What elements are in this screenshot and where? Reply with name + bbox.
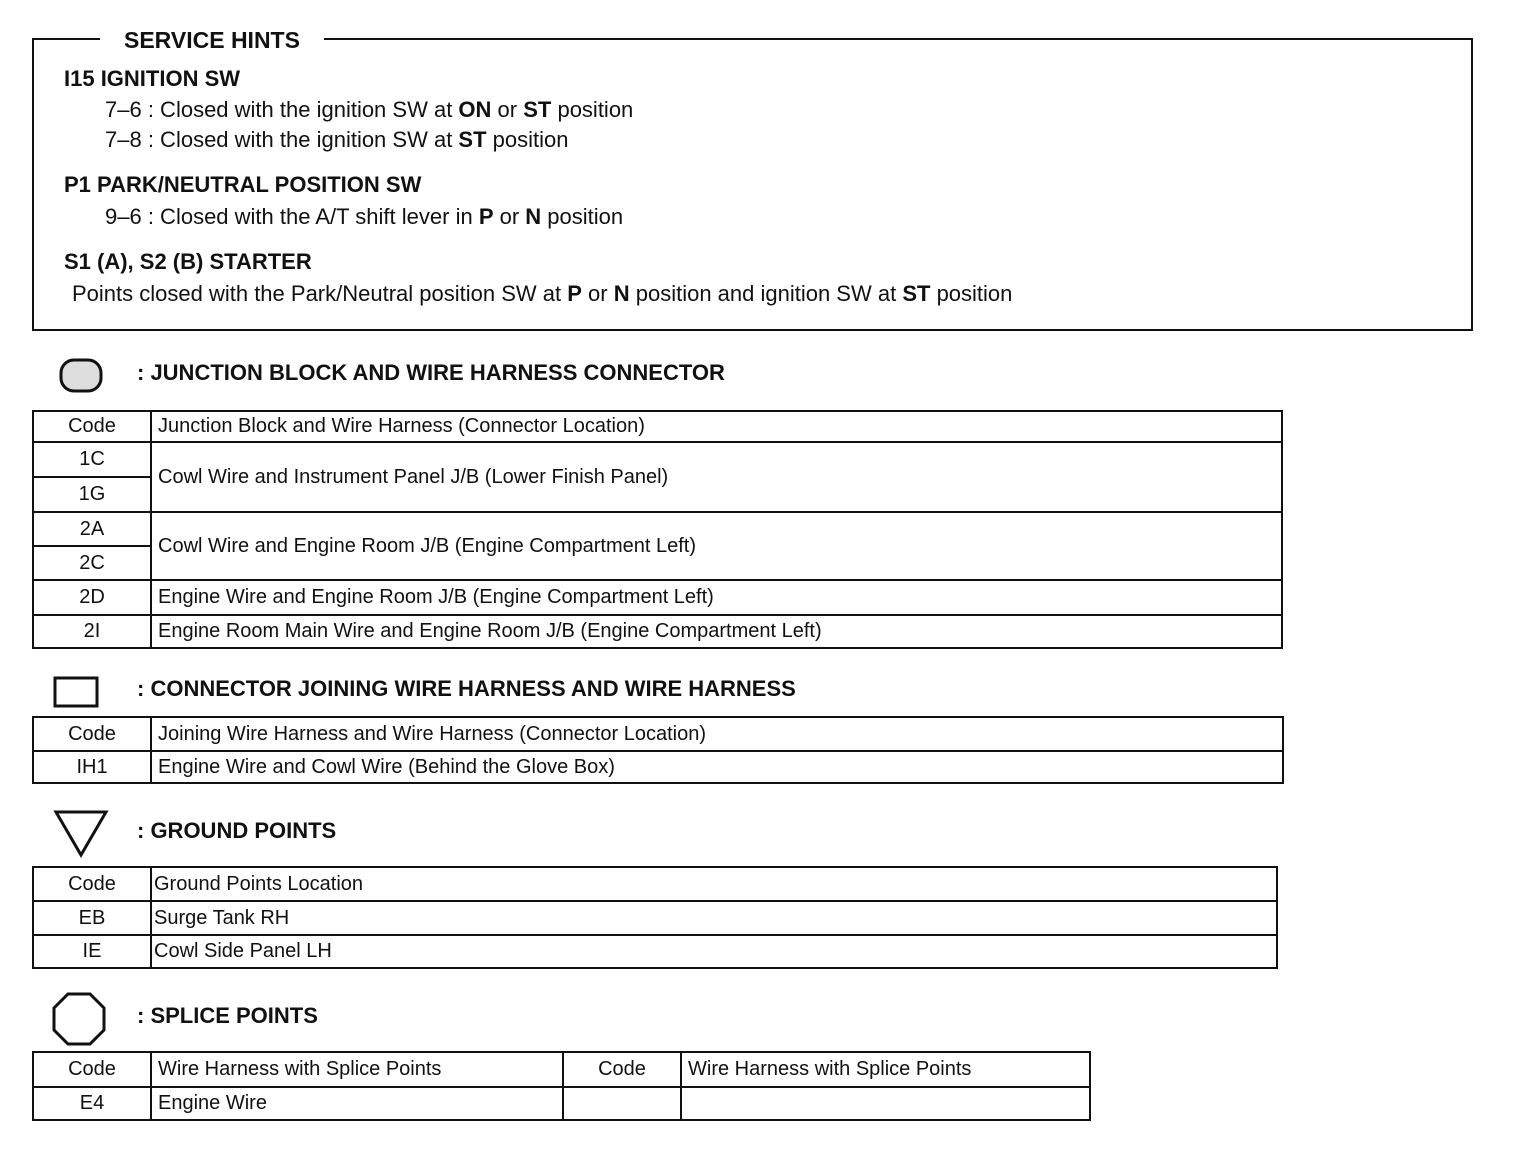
splice-icon — [50, 990, 108, 1048]
table-row — [33, 580, 1282, 615]
ground-table — [32, 866, 1278, 969]
park-heading: P1 PARK/NEUTRAL POSITION SW — [64, 172, 422, 197]
table-row — [33, 901, 1277, 935]
code-cell: E4 — [33, 1087, 151, 1120]
splice-table — [32, 1051, 1091, 1121]
junction-table — [32, 410, 1283, 649]
desc-cell: Engine Wire — [151, 1087, 563, 1120]
table-row — [33, 442, 1282, 477]
code-cell — [563, 1087, 681, 1120]
junction-section-title: : JUNCTION BLOCK AND WIRE HARNESS CONNECTOR — [137, 360, 725, 385]
table-header-row — [33, 1052, 1090, 1087]
code-cell: 1G — [33, 477, 151, 512]
starter-line-1: Points closed with the Park/Neutral position SW at P or N position and ignition SW at ST position — [72, 281, 1013, 306]
desc-cell: Surge Tank RH — [151, 901, 1277, 935]
park-line-1: 9–6 : Closed with the A/T shift lever in P or N position — [105, 204, 624, 229]
code-cell: 2I — [33, 615, 151, 648]
desc-cell: Engine Wire and Cowl Wire (Behind the Glove Box) — [151, 751, 1283, 783]
desc-cell: Cowl Side Panel LH — [151, 935, 1277, 968]
connector-section-title: : CONNECTOR JOINING WIRE HARNESS AND WIRE HARNESS — [137, 676, 796, 701]
code-cell: 2C — [33, 546, 151, 580]
code-header: Code — [33, 867, 151, 901]
desc-header: Joining Wire Harness and Wire Harness (Connector Location) — [151, 717, 1283, 751]
ground-section-title: : GROUND POINTS — [137, 818, 337, 843]
ignition-line-2: 7–8 : Closed with the ignition SW at ST position — [105, 127, 569, 152]
code-cell: EB — [33, 901, 151, 935]
code-cell: IE — [33, 935, 151, 968]
table-row — [33, 512, 1282, 546]
code-cell: 2A — [33, 512, 151, 546]
desc-header: Junction Block and Wire Harness (Connector Location) — [151, 411, 1282, 442]
table-header-row — [33, 867, 1277, 901]
table-header-row — [33, 717, 1283, 751]
desc-cell — [681, 1087, 1090, 1120]
connector-icon — [52, 674, 104, 710]
service-hints-title: SERVICE HINTS — [100, 27, 324, 54]
desc-header: Ground Points Location — [151, 867, 1277, 901]
code-cell: 2D — [33, 580, 151, 615]
code-header: Code — [33, 1052, 151, 1087]
desc-cell: Engine Wire and Engine Room J/B (Engine Compartment Left) — [151, 580, 1282, 615]
connector-table — [32, 716, 1284, 784]
table-row — [33, 751, 1283, 783]
code-header: Code — [33, 411, 151, 442]
code-cell: IH1 — [33, 751, 151, 783]
desc-cell: Engine Room Main Wire and Engine Room J/B (Engine Compartment Left) — [151, 615, 1282, 648]
desc-header: Wire Harness with Splice Points — [151, 1052, 563, 1087]
splice-section-title: : SPLICE POINTS — [137, 1003, 318, 1028]
junction-block-icon — [57, 356, 107, 396]
table-row — [33, 935, 1277, 968]
desc-cell: Cowl Wire and Instrument Panel J/B (Lower Finish Panel) — [151, 442, 1282, 512]
code-header: Code — [33, 717, 151, 751]
code-header: Code — [563, 1052, 681, 1087]
ground-icon — [52, 808, 112, 860]
ignition-line-1: 7–6 : Closed with the ignition SW at ON or ST position — [105, 97, 634, 122]
desc-header: Wire Harness with Splice Points — [681, 1052, 1090, 1087]
ignition-heading: I15 IGNITION SW — [64, 66, 241, 91]
table-row — [33, 615, 1282, 648]
desc-cell: Cowl Wire and Engine Room J/B (Engine Compartment Left) — [151, 512, 1282, 580]
table-row — [33, 1087, 1090, 1120]
starter-heading: S1 (A), S2 (B) STARTER — [64, 249, 312, 274]
code-cell: 1C — [33, 442, 151, 477]
table-header-row — [33, 411, 1282, 442]
